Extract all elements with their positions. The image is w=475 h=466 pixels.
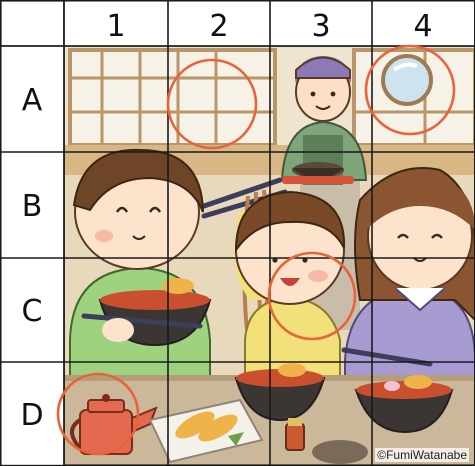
column-header-3: 3 [311, 9, 331, 44]
row-header-d: D [20, 398, 44, 433]
column-header-2: 2 [209, 9, 229, 44]
row-header-a: A [21, 83, 43, 118]
right-girl [344, 168, 475, 400]
row-header-c: C [21, 294, 43, 329]
column-header-1: 1 [106, 9, 126, 44]
condiment-jar [286, 418, 304, 450]
row-header-b: B [21, 189, 43, 224]
illustrator-credit: ©FumiWatanabe [377, 448, 467, 462]
tea-cup [312, 440, 368, 464]
round-window [383, 56, 431, 104]
column-header-4: 4 [413, 9, 433, 44]
